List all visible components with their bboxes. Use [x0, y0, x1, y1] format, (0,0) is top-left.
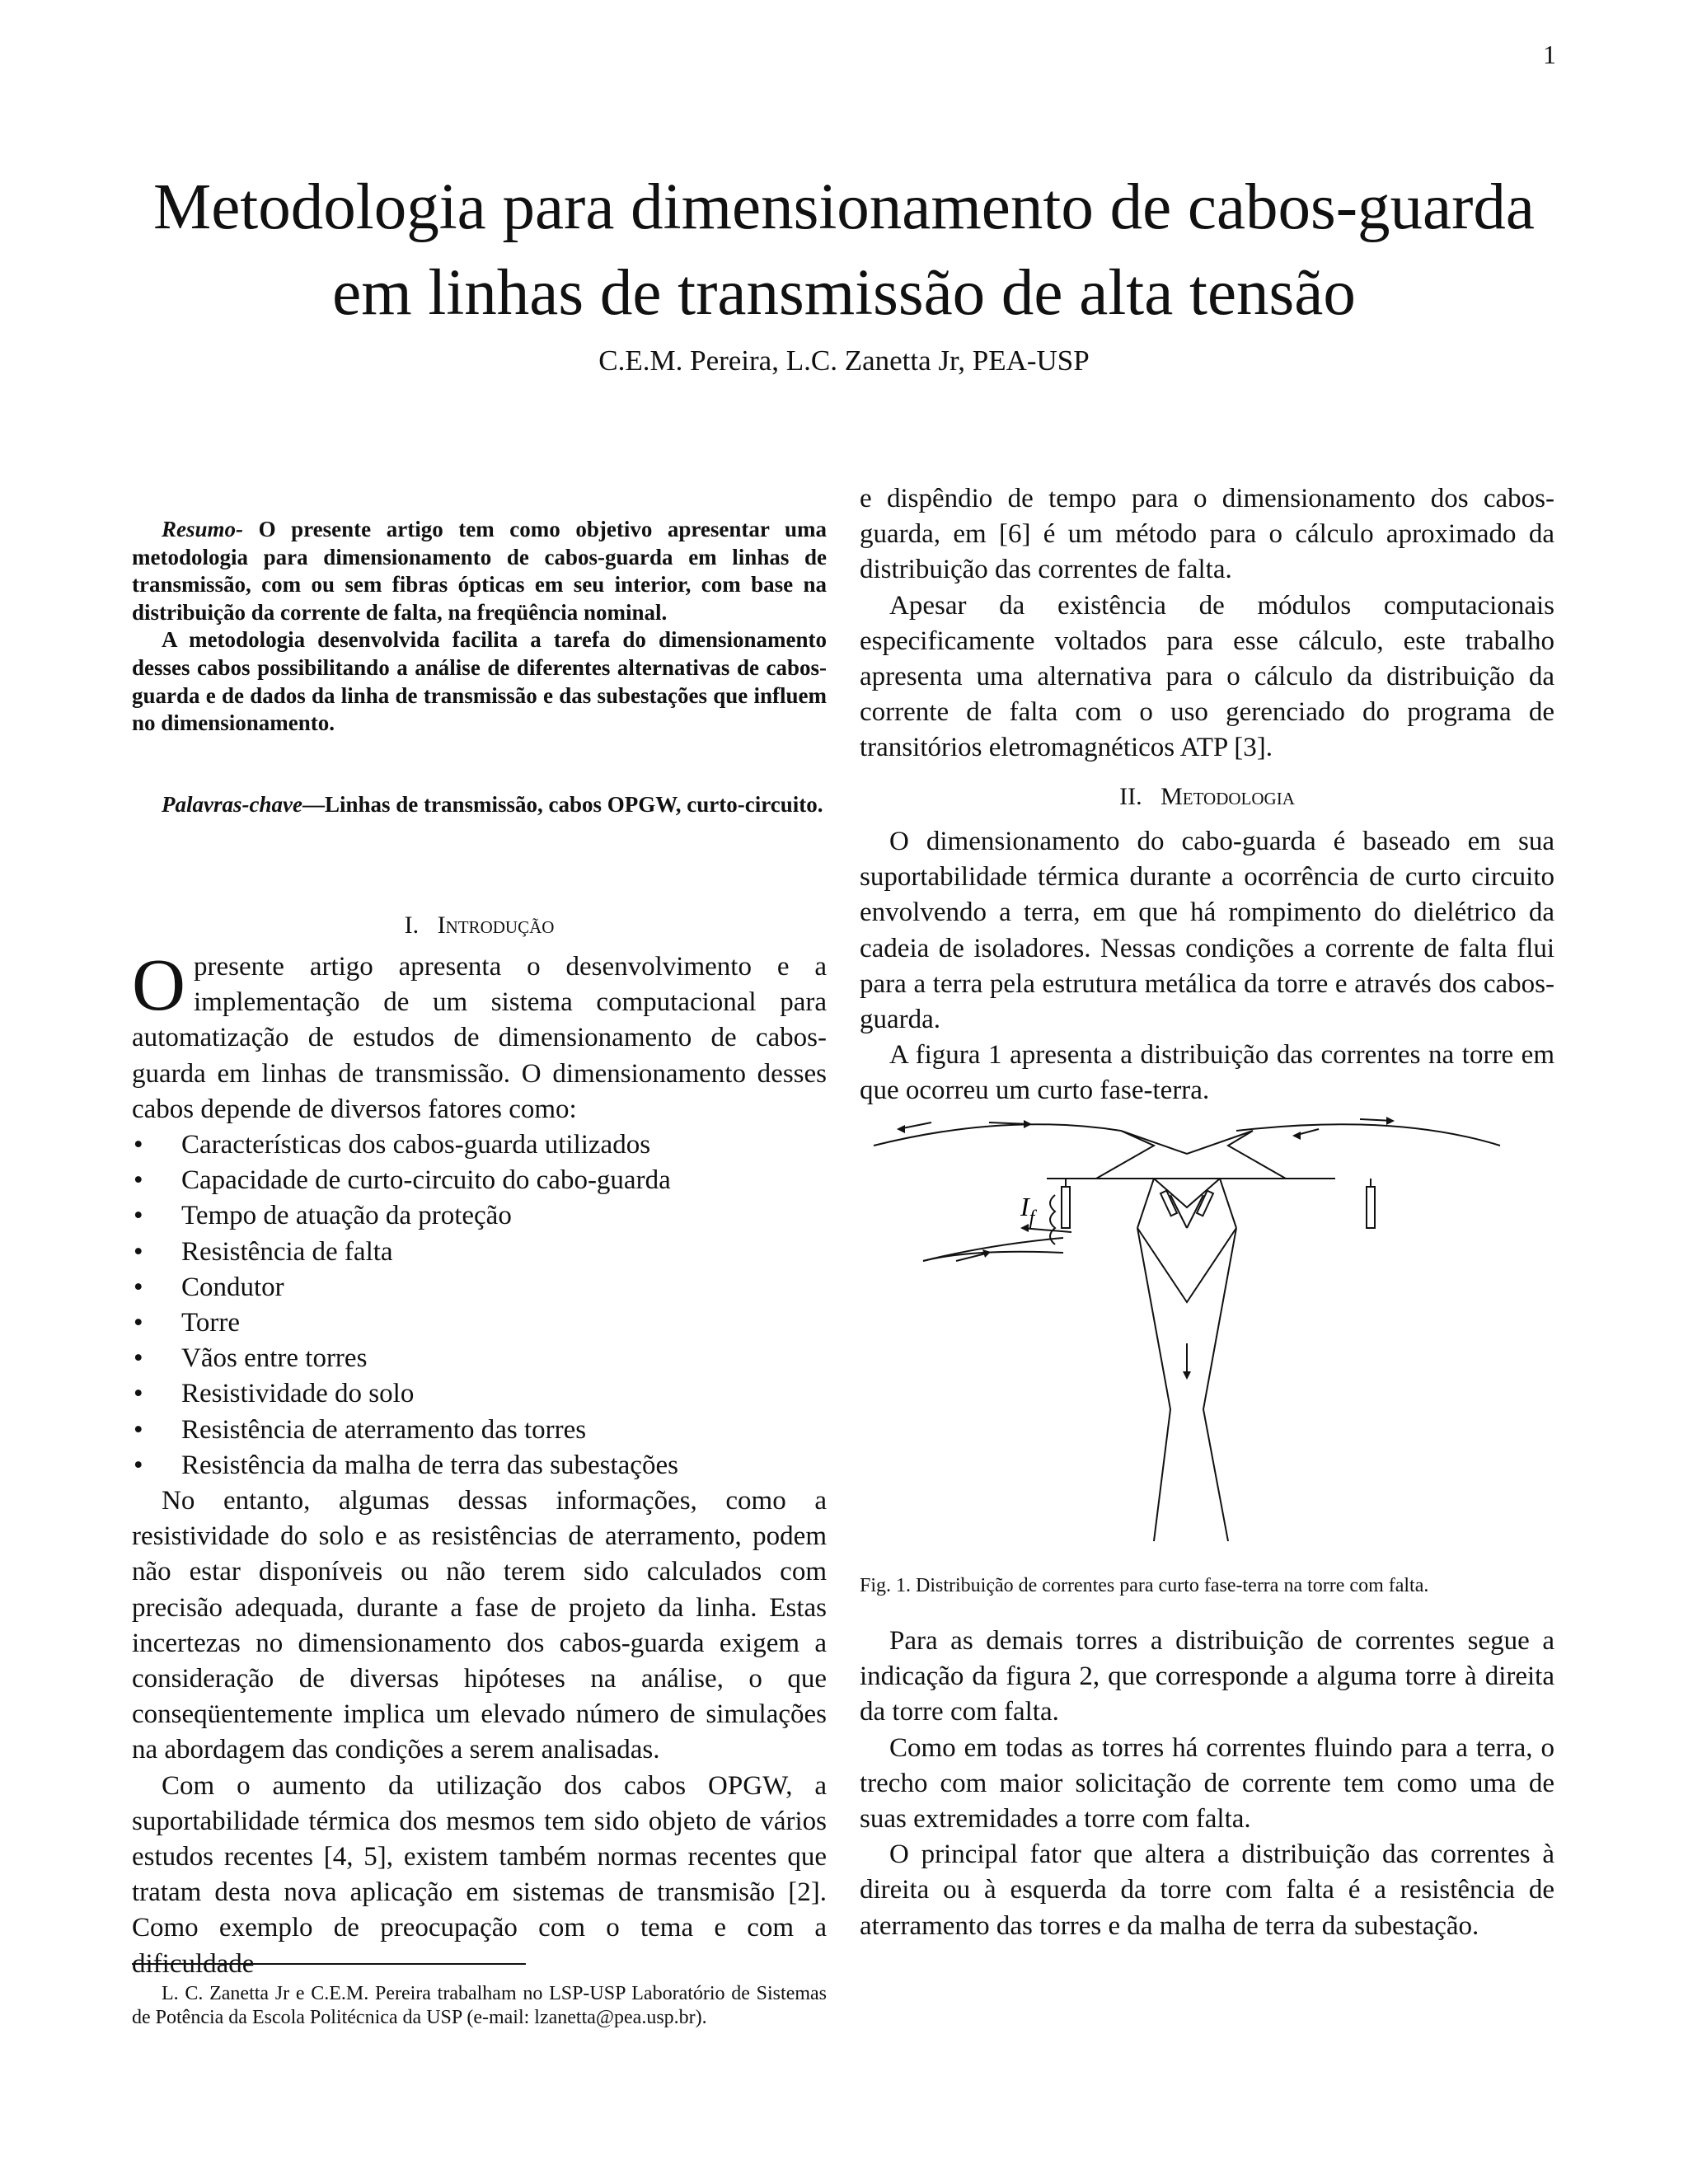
title-line-1: Metodologia para dimensionamento de cabos-guarda: [152, 171, 1535, 243]
list-item: • Resistência de falta: [132, 1235, 827, 1270]
section-2-title: Metodologia: [1160, 783, 1295, 810]
fault-current-squiggle: [1050, 1195, 1055, 1244]
list-item: • Vãos entre torres: [132, 1341, 827, 1376]
list-item: • Resistência da malha de terra das subestações: [132, 1448, 827, 1483]
list-item: • Capacidade de curto-circuito do cabo-guarda: [132, 1163, 827, 1198]
tower-leg-right: [1203, 1228, 1236, 1541]
method-paragraph-4: Como em todas as torres há correntes fluindo para a terra, o trecho com maior solicitação de corrente tem como uma de suas extremidades a torre com falta.: [860, 1732, 1554, 1835]
list-item: • Resistividade do solo: [132, 1376, 827, 1412]
page-number: 1: [1543, 40, 1556, 69]
drop-cap: O: [132, 944, 185, 1026]
title-line-2: em linhas de transmissão de alta tensão: [332, 257, 1356, 329]
method-paragraph-3: Para as demais torres a distribuição de correntes segue a indicação da figura 2, que corresponde a alguma torre à direita da torre com falta.: [860, 1626, 1554, 1727]
section-2-heading: [860, 783, 1554, 811]
method-paragraph-5: O principal fator que altera a distribuição das correntes à direita ou à esquerda da torre com falta é a resistência de aterramento das torres e da malha de terra da subestação.: [860, 1840, 1554, 1941]
list-item: • Condutor: [132, 1270, 827, 1305]
footnote-text: L. C. Zanetta Jr e C.E.M. Pereira trabalham no LSP-USP Laboratório de Sistemas de Potência da Escola Politécnica da USP (e-mail: lzanetta@pea.usp.br).: [132, 1983, 827, 2028]
right-paragraph-2: Apesar da existência de módulos computacionais especificamente voltados para esse cálculo, este trabalho apresenta uma alternativa para o cálculo da distribuição da corrente de falta com o uso gerenciado do programa de transitórios eletromagnéticos ATP [3].: [860, 590, 1554, 763]
right-column-top: [860, 481, 1554, 766]
abstract-paragraph-1: [132, 516, 827, 626]
abstract: [132, 516, 827, 738]
keywords: [132, 791, 827, 819]
methodology-body: [860, 824, 1554, 1109]
factor-list: [132, 1127, 827, 1483]
intro-paragraph-3: Com o aumento da utilização dos cabos OPGW, a suportabilidade térmica dos mesmos tem sido objeto de vários estudos recentes [4, 5], existem também normas recentes que tratam desta nova aplicação em sistemas de transmisão [2]. Como exemplo de preocupação com o tema e com a dificuldade: [132, 1770, 827, 1979]
abstract-label: Resumo-: [162, 517, 244, 541]
tower-leg-left: [1137, 1228, 1170, 1541]
keywords-label: Palavras-chave: [162, 792, 302, 817]
guard-cable-right: [1236, 1124, 1500, 1146]
footnote-rule: [132, 1963, 526, 1965]
figure-1-caption: Fig. 1. Distribuição de correntes para curto fase-terra na torre com falta.: [860, 1575, 1429, 1596]
fault-current-subscript: f: [1029, 1207, 1035, 1229]
paper-title: [0, 165, 1688, 336]
abstract-paragraph-2: A metodologia desenvolvida facilita a tarefa do dimensionamento desses cabos possibilitando a análise de diferentes alternativas de cabos-guarda e de dados da linha de transmissão e das subestações que influem no dimensionamento.: [132, 627, 827, 736]
insulator-right: [1367, 1187, 1375, 1228]
tower-top: [1096, 1131, 1286, 1179]
intro-body: [132, 944, 827, 1982]
keywords-text: —Linhas de transmissão, cabos OPGW, curto-circuito.: [302, 792, 823, 817]
right-paragraph-1: e dispêndio de tempo para o dimensionamento dos cabos-guarda, em [6] é um método para o cálculo aproximado da distribuição das correntes de falta.: [860, 484, 1554, 585]
figure-1-tower-diagram: [857, 1096, 1550, 1566]
section-2-numeral: II.: [1119, 783, 1142, 810]
section-1-numeral: I.: [404, 912, 420, 939]
list-item: • Torre: [132, 1305, 827, 1341]
list-item: • Tempo de atuação da proteção: [132, 1198, 827, 1234]
fault-current-symbol: I: [1020, 1192, 1029, 1221]
list-item: • Características dos cabos-guarda utilizados: [132, 1127, 827, 1163]
abstract-text-1: O presente artigo tem como objetivo apresentar uma metodologia para dimensionamento de cabos-guarda em linhas de transmissão, com ou sem fibras ópticas em seu interior, com base na distribuição da corrente de falta, na freqüência nominal.: [132, 517, 827, 625]
section-1-title: Introdução: [437, 912, 555, 939]
list-item: • Resistência de aterramento das torres: [132, 1413, 827, 1448]
intro-text-1: presente artigo apresenta o desenvolvimento e a implementação de um sistema computacional para automatização de estudos de dimensionamento de cabos-guarda em linhas de transmissão. O dimensionamento desses cabos depende de diversos fatores como:: [132, 952, 827, 1124]
method-paragraph-2: A figura 1 apresenta a distribuição das correntes na torre em que ocorreu um curto fase-terra.: [860, 1040, 1554, 1106]
fault-current-label: [1020, 1192, 1038, 1229]
tower-waist: [1137, 1228, 1236, 1302]
intro-paragraph-1: [132, 944, 827, 1127]
section-1-heading: [132, 912, 827, 940]
footnote: [132, 1982, 827, 2030]
authors: C.E.M. Pereira, L.C. Zanetta Jr, PEA-USP: [598, 344, 1090, 377]
guard-cable-left: [874, 1124, 1121, 1146]
intro-paragraph-2: No entanto, algumas dessas informações, como a resistividade do solo e as resistências de aterramento, podem não estar disponíveis ou não terem sido calculados com precisão adequada, durante a fase de projeto da linha. Estas incertezas no dimensionamento dos cabos-guarda exigem a consideração de diversas hipóteses na análise, o que conseqüentemente implica um elevado número de simulações na abordagem das condições a serem analisadas.: [132, 1486, 827, 1765]
insulator-left: [1062, 1187, 1070, 1228]
method-paragraph-1: O dimensionamento do cabo-guarda é baseado em sua suportabilidade térmica durante a ocorrência de curto circuito envolvendo a terra, em que há rompimento do dielétrico da cadeia de isoladores. Nessas condições a corrente de falta flui para a terra pela estrutura metálica da torre e através dos cabos-guarda.: [860, 827, 1554, 1035]
methodology-body-continued: [860, 1624, 1554, 1944]
